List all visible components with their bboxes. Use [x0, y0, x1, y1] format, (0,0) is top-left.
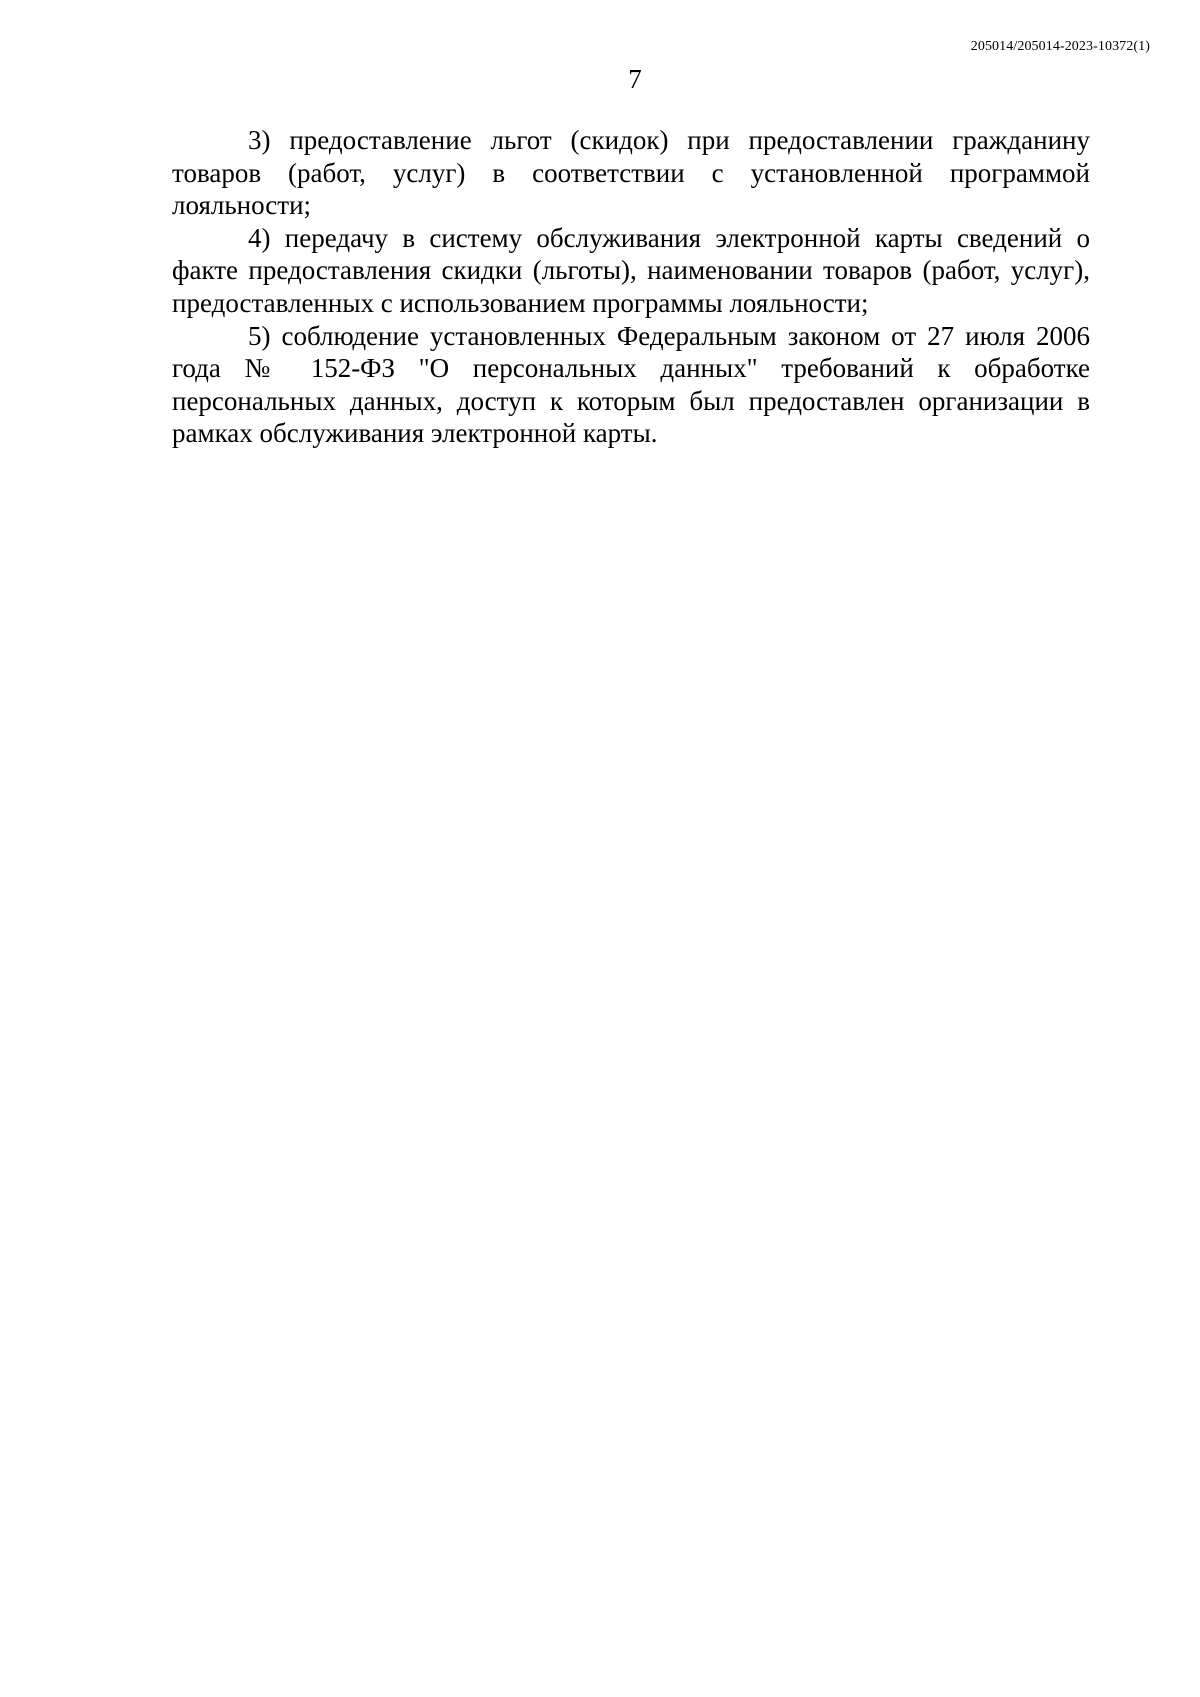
document-id: 205014/205014-2023-10372(1)	[970, 39, 1150, 54]
list-item-4: 4) передачу в систему обслуживания электронной карты сведений о факте предоставления скидки (льготы), наименовании товаров (работ, услуг), предоставленных с использованием программы лояльности;	[172, 222, 1090, 318]
list-item-5: 5) соблюдение установленных Федеральным законом от 27 июля 2006 года № 152-ФЗ "О персональных данных" требований к обработке персональных данных, доступ к которым был предоставлен организации в рамках обслуживания электронной карты.	[172, 320, 1090, 449]
page-number: 7	[628, 64, 642, 94]
document-body	[172, 124, 1090, 450]
list-item-3: 3) предоставление льгот (скидок) при предоставлении гражданину товаров (работ, услуг) в соответствии с установленной программой лояльности;	[172, 125, 1090, 221]
